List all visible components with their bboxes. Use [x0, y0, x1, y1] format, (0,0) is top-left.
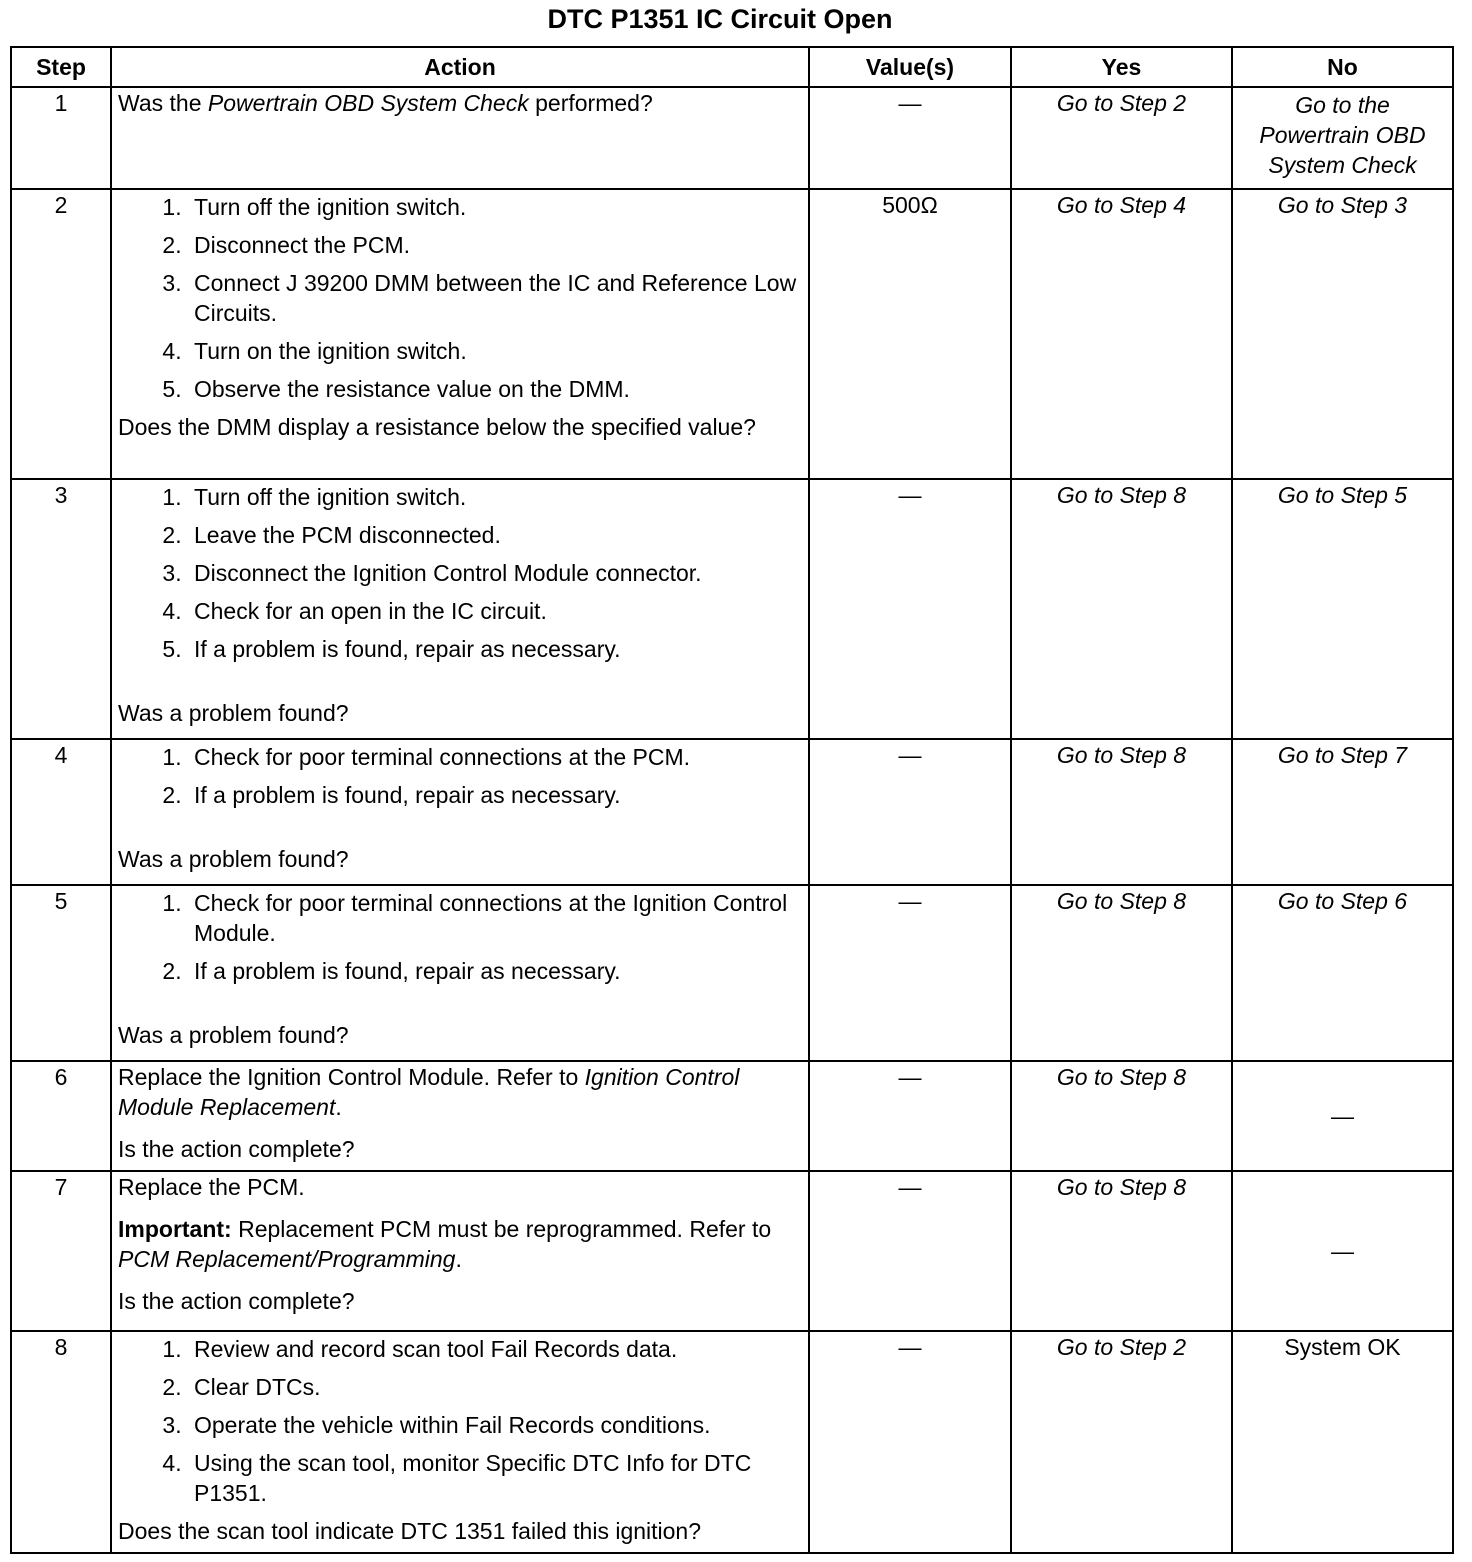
step-action [111, 87, 809, 189]
table-row [11, 479, 1453, 739]
step-action [111, 479, 809, 739]
question-text: Does the scan tool indicate DTC 1351 failed this ignition? [118, 1518, 702, 1544]
step-yes: Go to Step 8 [1011, 1171, 1232, 1331]
step-action [111, 1331, 809, 1553]
important-text: Replacement PCM must be reprogrammed. Refer to [231, 1216, 772, 1242]
list-item: 2. Disconnect the PCM. [188, 230, 802, 260]
step-value: — [809, 87, 1011, 189]
step-no: Go to Step 3 [1232, 189, 1453, 479]
step-no: System OK [1232, 1331, 1453, 1553]
reference-text: PCM Replacement/Programming [118, 1246, 456, 1272]
header-action: Action [111, 47, 809, 87]
list-item: 2. If a problem is found, repair as necessary. [188, 956, 802, 986]
question-text: Was a problem found? [118, 846, 349, 872]
list-item: 1. Turn off the ignition switch. [188, 192, 802, 222]
list-item: 1. Check for poor terminal connections at the Ignition Control Module. [188, 888, 802, 948]
step-list [118, 1334, 802, 1508]
step-action [111, 1171, 809, 1331]
table-row [11, 885, 1453, 1061]
step-list [118, 192, 802, 404]
step-value: 500Ω [809, 189, 1011, 479]
step-value: — [809, 1171, 1011, 1331]
table-header-row [11, 47, 1453, 87]
step-number: 6 [11, 1061, 111, 1171]
step-yes: Go to Step 2 [1011, 87, 1232, 189]
step-value: — [809, 739, 1011, 885]
step-action [111, 1061, 809, 1171]
step-number: 4 [11, 739, 111, 885]
header-yes: Yes [1011, 47, 1232, 87]
list-item: 2. Leave the PCM disconnected. [188, 520, 802, 550]
list-item: 4. Turn on the ignition switch. [188, 336, 802, 366]
step-value: — [809, 479, 1011, 739]
table-row [11, 1061, 1453, 1171]
table-row [11, 189, 1453, 479]
table-row [11, 87, 1453, 189]
list-item: 3. Operate the vehicle within Fail Records conditions. [188, 1410, 802, 1440]
list-item: 1. Check for poor terminal connections at the PCM. [188, 742, 802, 772]
step-no [1232, 87, 1453, 189]
step-yes: Go to Step 2 [1011, 1331, 1232, 1553]
list-item: 2. If a problem is found, repair as necessary. [188, 780, 802, 810]
step-number: 2 [11, 189, 111, 479]
table-row [11, 739, 1453, 885]
step-no: — [1232, 1061, 1453, 1171]
step-yes: Go to Step 8 [1011, 885, 1232, 1061]
list-item: 5. If a problem is found, repair as necessary. [188, 634, 802, 664]
step-no: Go to Step 5 [1232, 479, 1453, 739]
step-no: Go to Step 7 [1232, 739, 1453, 885]
reference-text: Powertrain OBD System Check [207, 90, 529, 116]
page-title: DTC P1351 IC Circuit Open [547, 4, 893, 34]
step-yes: Go to Step 8 [1011, 1061, 1232, 1171]
reference-text: Ignition Control Module Replacement [118, 1064, 740, 1120]
step-no-text: Go to the Powertrain OBD System Check [1259, 92, 1426, 178]
step-yes: Go to Step 8 [1011, 479, 1232, 739]
action-text: Replace the PCM. [118, 1174, 305, 1200]
list-item: 3. Connect J 39200 DMM between the IC and Reference Low Circuits. [188, 268, 802, 328]
table-row [11, 1171, 1453, 1331]
list-item: 3. Disconnect the Ignition Control Module connector. [188, 558, 802, 588]
question-text: Was the [118, 90, 208, 116]
step-action [111, 189, 809, 479]
step-number: 1 [11, 87, 111, 189]
step-yes: Go to Step 4 [1011, 189, 1232, 479]
action-text: Replace the Ignition Control Module. Refer to [118, 1064, 585, 1090]
question-text: Does the DMM display a resistance below the specified value? [118, 414, 756, 440]
step-no: Go to Step 6 [1232, 885, 1453, 1061]
step-list [118, 742, 802, 810]
question-text: Was a problem found? [118, 700, 349, 726]
diagnostic-table [10, 46, 1454, 1554]
step-value: — [809, 1331, 1011, 1553]
question-text: Is the action complete? [118, 1136, 355, 1162]
list-item: 2. Clear DTCs. [188, 1372, 802, 1402]
step-action [111, 885, 809, 1061]
step-number: 5 [11, 885, 111, 1061]
list-item: 5. Observe the resistance value on the DMM. [188, 374, 802, 404]
header-values: Value(s) [809, 47, 1011, 87]
list-item: 4. Using the scan tool, monitor Specific DTC Info for DTC P1351. [188, 1448, 802, 1508]
table-row [11, 1331, 1453, 1553]
list-item: 1. Review and record scan tool Fail Records data. [188, 1334, 802, 1364]
step-action [111, 739, 809, 885]
step-number: 3 [11, 479, 111, 739]
step-list [118, 482, 802, 664]
header-no: No [1232, 47, 1453, 87]
header-step: Step [11, 47, 111, 87]
list-item: 4. Check for an open in the IC circuit. [188, 596, 802, 626]
step-number: 8 [11, 1331, 111, 1553]
step-yes: Go to Step 8 [1011, 739, 1232, 885]
step-list [118, 888, 802, 986]
action-text: . [335, 1094, 342, 1120]
important-text: . [455, 1246, 462, 1272]
step-number: 7 [11, 1171, 111, 1331]
step-value: — [809, 1061, 1011, 1171]
important-label: Important: [118, 1216, 232, 1242]
question-text: Was a problem found? [118, 1022, 349, 1048]
question-text: performed? [528, 90, 653, 116]
list-item: 1. Turn off the ignition switch. [188, 482, 802, 512]
step-no: — [1232, 1171, 1453, 1331]
step-value: — [809, 885, 1011, 1061]
question-text: Is the action complete? [118, 1288, 355, 1314]
